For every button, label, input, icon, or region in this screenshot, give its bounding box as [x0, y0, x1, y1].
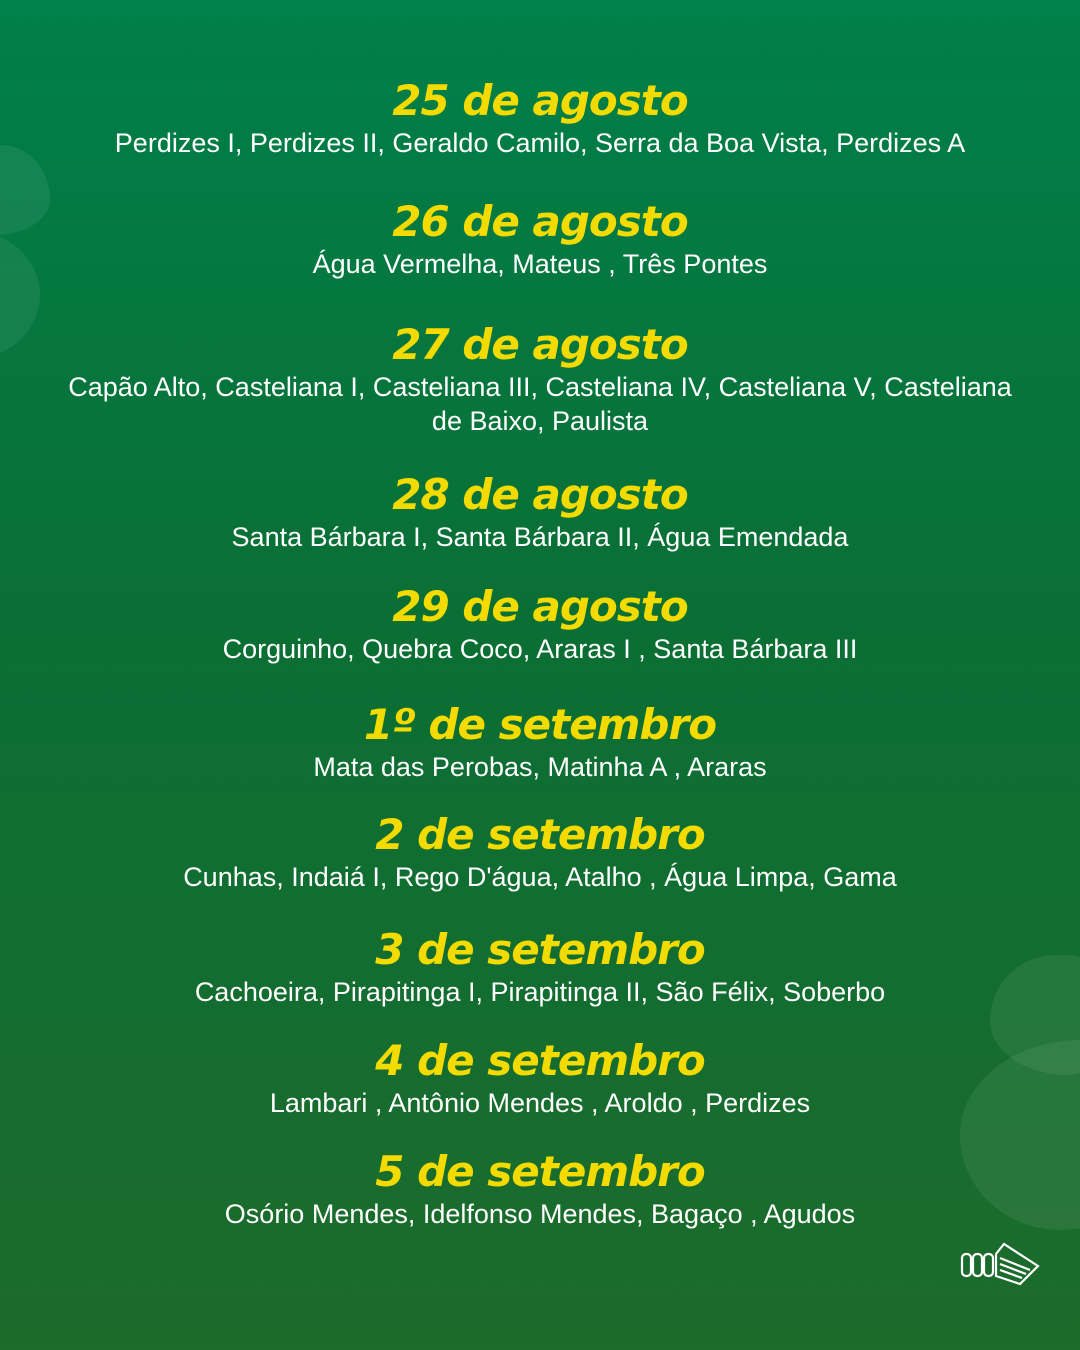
day-places: Água Vermelha, Mateus , Três Pontes: [312, 249, 768, 279]
day-places: Santa Bárbara I, Santa Bárbara II, Água Emendada: [231, 522, 849, 552]
day-places: Lambari , Antônio Mendes , Aroldo , Perdizes: [269, 1088, 811, 1118]
day-places: Cunhas, Indaiá I, Rego D'água, Atalho , Água Limpa, Gama: [183, 862, 897, 892]
schedule-day: [0, 925, 1080, 1009]
day-date: 27 de agosto: [392, 320, 688, 369]
schedule-day: [0, 76, 1080, 160]
day-places: Capão Alto, Casteliana I, Casteliana III, Casteliana IV, Casteliana V, Casteliana de Baixo, Paulista: [68, 372, 1012, 436]
schedule-day: [0, 320, 1080, 438]
schedule-day: [0, 1147, 1080, 1231]
day-places: Cachoeira, Pirapitinga I, Pirapitinga II, São Félix, Soberbo: [194, 977, 886, 1007]
day-date: 4 de setembro: [375, 1036, 705, 1085]
day-places: Perdizes I, Perdizes II, Geraldo Camilo, Serra da Boa Vista, Perdizes A: [114, 128, 966, 158]
schedule-day: [0, 582, 1080, 666]
day-date: 3 de setembro: [375, 925, 705, 974]
day-places: Corguinho, Quebra Coco, Araras I , Santa Bárbara III: [222, 634, 858, 664]
day-date: 28 de agosto: [392, 470, 688, 519]
day-places: Osório Mendes, Idelfonso Mendes, Bagaço , Agudos: [224, 1199, 856, 1229]
day-date: 29 de agosto: [392, 582, 688, 631]
schedule-day: [0, 1036, 1080, 1120]
day-places: Mata das Perobas, Matinha A , Araras: [313, 752, 767, 782]
schedule-day: [0, 700, 1080, 784]
day-date: 2 de setembro: [375, 810, 705, 859]
day-date: 5 de setembro: [375, 1147, 705, 1196]
day-date: 25 de agosto: [392, 76, 688, 125]
brand-logo-icon: [960, 1240, 1042, 1288]
schedule-day: [0, 470, 1080, 554]
day-date: 26 de agosto: [392, 197, 688, 246]
schedule-day: [0, 197, 1080, 281]
day-date: 1º de setembro: [363, 700, 717, 749]
schedule-day: [0, 810, 1080, 894]
